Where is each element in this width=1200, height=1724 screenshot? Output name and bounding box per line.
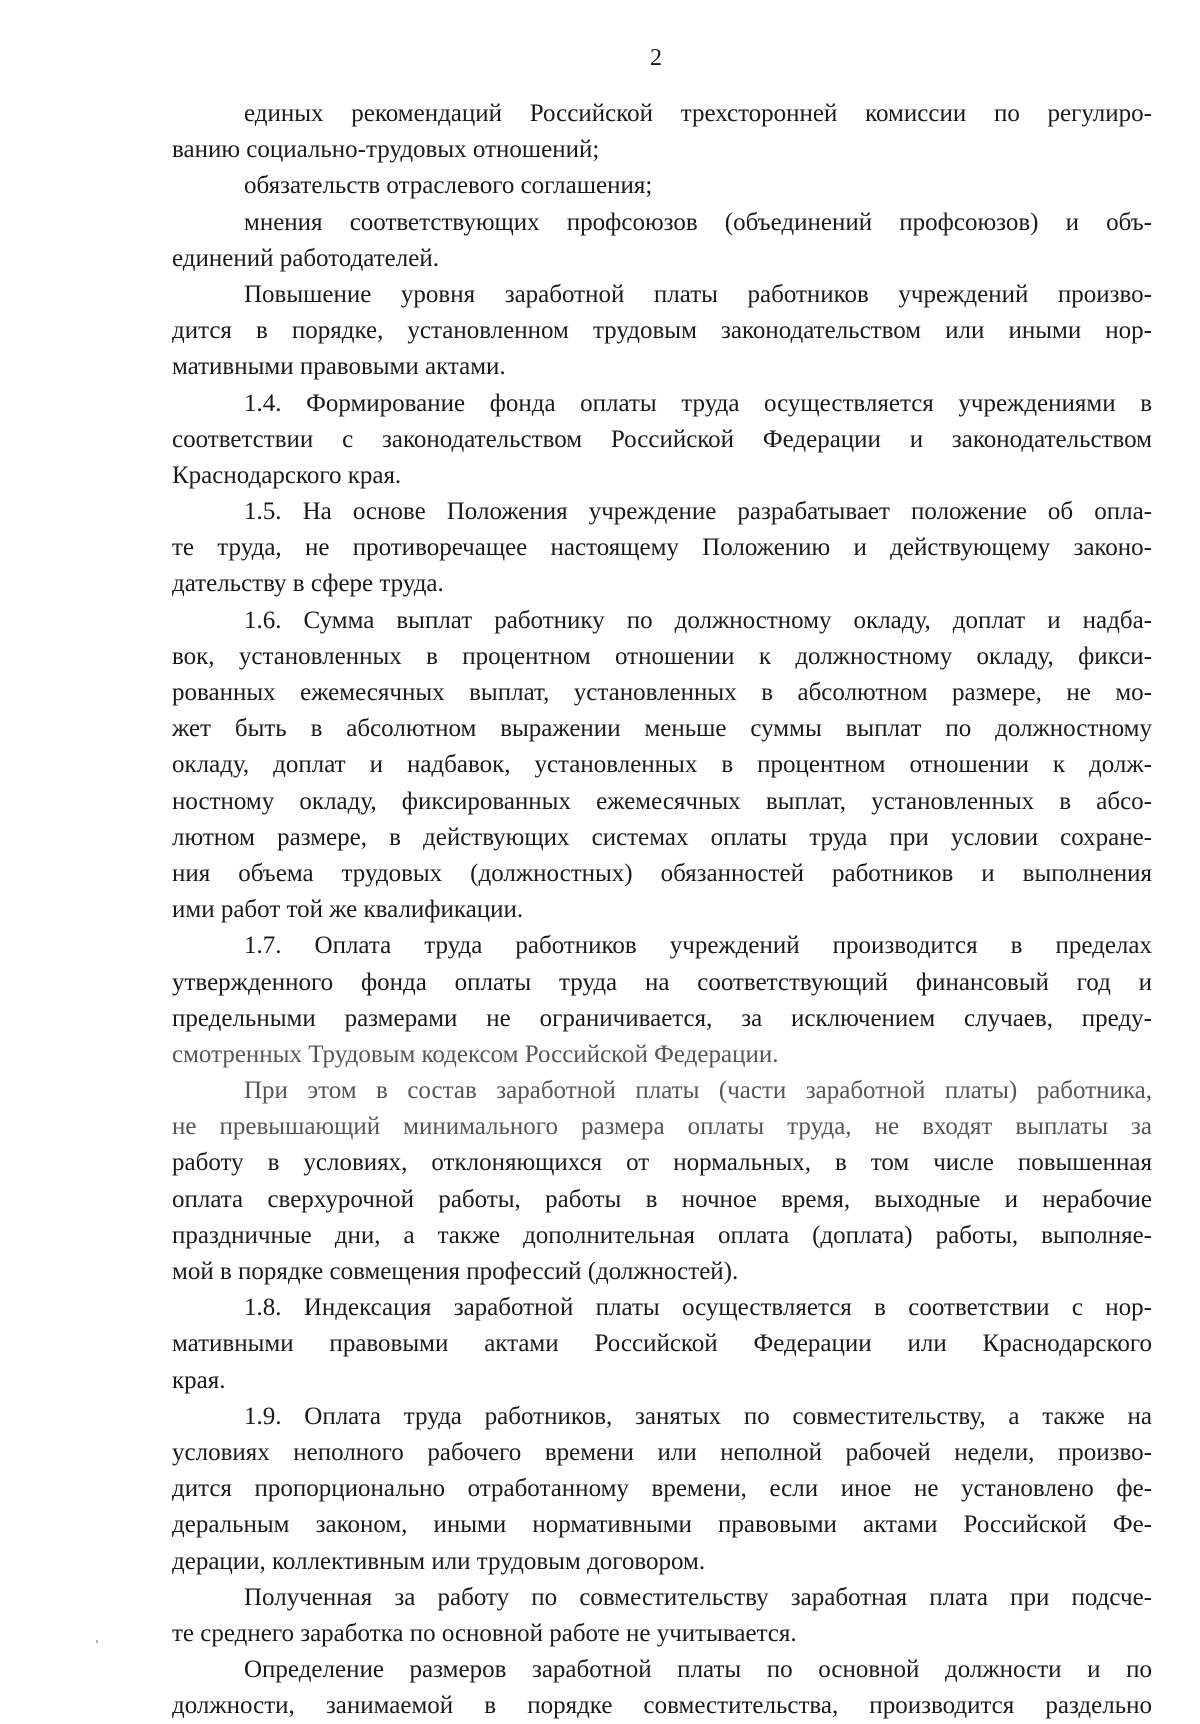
text-line: единых рекомендаций Российской трехсторонней комиссии по регулиро- bbox=[244, 100, 1152, 127]
text-line: деральным законом, иными нормативными правовыми актами Российской Фе- bbox=[172, 1511, 1152, 1539]
text-line: дательству в сфере труда. bbox=[172, 570, 444, 598]
text-line: 1.7. Оплата труда работников учреждений производится в пределах bbox=[244, 932, 1152, 960]
text-line: ностному окладу, фиксированных ежемесячных выплат, установленных в абсо- bbox=[172, 787, 1152, 815]
text-line: дится пропорционально отработанному времени, если иное не установлено фе- bbox=[172, 1475, 1152, 1503]
text-line: Краснодарского края. bbox=[172, 461, 402, 489]
text-line: дерации, коллективным или трудовым договором. bbox=[172, 1547, 706, 1575]
text-line: не превышающий минимального размера оплаты труда, не входят выплаты за bbox=[172, 1113, 1152, 1141]
document-body bbox=[172, 96, 1152, 1724]
text-line: мативными правовыми актами. bbox=[172, 353, 506, 381]
text-line: 1.6. Сумма выплат работнику по должностному окладу, доплат и надба- bbox=[244, 606, 1152, 634]
text-line: соответствии с законодательством Российской Федерации и законодательством bbox=[172, 425, 1152, 453]
text-line: мой в порядке совмещения профессий (должностей). bbox=[172, 1258, 739, 1285]
text-line: условиях неполного рабочего времени или неполной рабочей недели, произво- bbox=[172, 1438, 1152, 1466]
text-line: предельными размерами не ограничивается, за исключением случаев, преду- bbox=[172, 1004, 1152, 1032]
text-line: те среднего заработка по основной работе не учитывается. bbox=[172, 1619, 797, 1647]
text-line: те труда, не противоречащее настоящему Положению и действующему законо- bbox=[172, 534, 1152, 562]
text-line: вок, установленных в процентном отношении к должностному окладу, фикси- bbox=[172, 642, 1152, 670]
text-line: обязательств отраслевого соглашения; bbox=[244, 172, 653, 200]
text-line: жет быть в абсолютном выражении меньше суммы выплат по должностному bbox=[172, 715, 1152, 743]
text-line: праздничные дни, а также дополнительная оплата (доплата) работы, выполняе- bbox=[172, 1221, 1152, 1249]
text-line: 1.9. Оплата труда работников, занятых по совместительству, а также на bbox=[244, 1402, 1152, 1430]
text-line: ими работ той же квалификации. bbox=[172, 896, 524, 924]
text-line: единений работодателей. bbox=[172, 244, 439, 272]
text-line: смотренных Трудовым кодексом Российской Федерации. bbox=[172, 1040, 779, 1068]
text-line: дится в порядке, установленном трудовым законодательством или иными нор- bbox=[172, 317, 1152, 345]
text-line: окладу, доплат и надбавок, установленных в процентном отношении к долж- bbox=[172, 751, 1152, 779]
text-line: работу в условиях, отклоняющихся от нормальных, в том числе повышенная bbox=[172, 1149, 1152, 1177]
text-line: мативными правовыми актами Российской Федерации или Краснодарского bbox=[172, 1330, 1152, 1358]
text-line: края. bbox=[172, 1366, 226, 1394]
text-line: При этом в состав заработной платы (части заработной платы) работника, bbox=[244, 1077, 1152, 1105]
text-line: Повышение уровня заработной платы работников учреждений произво- bbox=[244, 280, 1152, 308]
page-number: 2 bbox=[650, 45, 662, 71]
text-line: лютном размере, в действующих системах оплаты труда при условии сохране- bbox=[172, 823, 1152, 851]
text-line: Полученная за работу по совместительству заработная плата при подсче- bbox=[244, 1583, 1152, 1611]
text-line: 1.4. Формирование фонда оплаты труда осуществляется учреждениями в bbox=[244, 389, 1152, 417]
text-line: ния объема трудовых (должностных) обязанностей работников и выполнения bbox=[172, 859, 1152, 887]
text-line: утвержденного фонда оплаты труда на соответствующий финансовый год и bbox=[172, 968, 1152, 996]
text-line: 1.5. На основе Положения учреждение разрабатывает положение об опла- bbox=[244, 498, 1152, 526]
text-line: рованных ежемесячных выплат, установленных в абсолютном размере, не мо- bbox=[172, 679, 1152, 706]
text-line: оплата сверхурочной работы, работы в ночное время, выходные и нерабочие bbox=[172, 1185, 1152, 1213]
text-line: мнения соответствующих профсоюзов (объединений профсоюзов) и объ- bbox=[244, 208, 1152, 236]
scan-speck bbox=[96, 1640, 98, 1643]
text-line: 1.8. Индексация заработной платы осуществляется в соответствии с нор- bbox=[244, 1294, 1152, 1322]
text-line: должности, занимаемой в порядке совместительства, производится раздельно bbox=[172, 1692, 1152, 1720]
text-line: ванию социально-трудовых отношений; bbox=[172, 136, 600, 164]
text-line: Определение размеров заработной платы по основной должности и по bbox=[244, 1656, 1152, 1684]
